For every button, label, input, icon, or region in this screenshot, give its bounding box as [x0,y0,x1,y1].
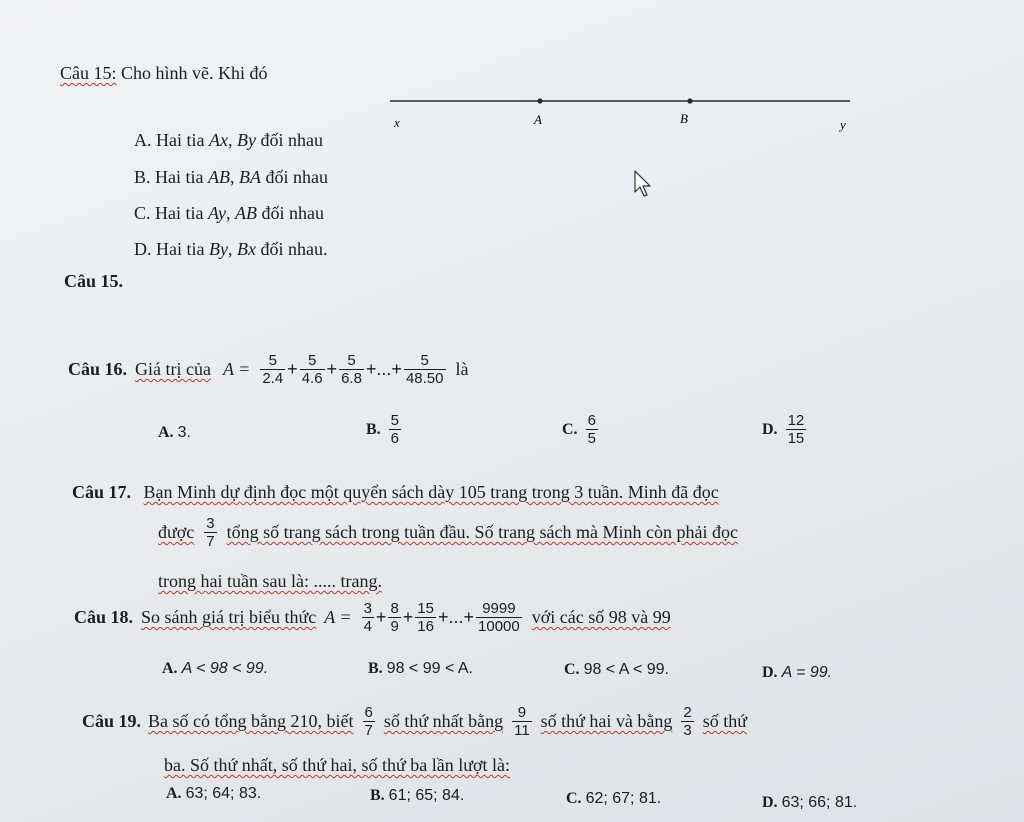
q17-label: Câu 17. [72,482,132,502]
q15-figure [380,88,860,138]
q16-term-2: $\frac{5}{4.6}$ [301,352,323,387]
label-b: B [680,111,688,126]
q19-line-2: ba. Số thứ nhất, số thứ hai, số thứ ba lần lượt là: [164,755,511,775]
q16-option-c[interactable]: C. $\frac{6}{5}$ [562,412,596,447]
q16-option-d[interactable]: D. $\frac{12}{15}$ [762,412,805,447]
q16-label: Câu 16. [68,359,128,379]
q15-label: Câu 15: [60,63,117,83]
q19-line-1: Câu 19. Ba số có tổng bằng 210, biết $\frac{6}{7}$ số thứ nhất bằng $\frac{9}{11}$ số thứ hai và bằng $\frac{2}{3}$ số thứ [82,704,748,739]
label-a: A [534,112,542,127]
q15-option-d[interactable]: D. Hai tia By, Bx đối nhau. [134,239,328,259]
q17-line-1 [72,482,719,503]
q16-text: Giá trị của [135,359,211,379]
q15-title [60,63,268,84]
q18-question [74,600,671,635]
q15-title-text: Cho hình vẽ. Khi đó [121,63,268,83]
q16-term-3: $\frac{5}{6.8}$ [341,352,362,387]
q16-term-last: $\frac{5}{48.50}$ [405,352,444,387]
q19-option-c[interactable]: C. 62; 67; 81. [566,790,662,807]
q19-fraction-2: $\frac{9}{11}$ [514,704,530,739]
q15-option-a[interactable]: A. Hai tia Ax, By đối nhau [134,130,323,150]
q17-line-2: được $\frac{3}{7}$ tổng số trang sách trong tuần đầu. Số trang sách mà Minh còn phải đọc [158,515,739,550]
q18-option-b[interactable]: B. 98 < 99 < A. [368,660,473,677]
q18-suffix: với các số 98 và 99 [531,607,671,627]
q19-option-d[interactable]: D. 63; 66; 81. [762,794,858,811]
label-y: y [840,117,846,132]
q16-question [68,352,469,387]
q18-term-1: $\frac{3}{4}$ [363,600,372,635]
mouse-cursor-icon [634,170,654,198]
q18-option-c[interactable]: C. 98 < A < 99. [564,661,669,678]
q18-option-a[interactable]: A. A < 98 < 99. [162,660,269,677]
q19-fraction-1: $\frac{6}{7}$ [364,704,373,739]
q16-suffix: là [455,359,469,379]
q17-line-3: trong hai tuần sau là: ..... trang. [158,571,382,591]
q19-option-a[interactable]: A. 63; 64; 83. [166,785,262,802]
q15-option-b[interactable]: B. Hai tia AB, BA đối nhau [134,167,328,187]
q19-label: Câu 19. [82,711,142,731]
q16-term-1: $\frac{5}{2.4}$ [262,352,284,387]
q19-fraction-3: $\frac{2}{3}$ [683,704,692,739]
q19-option-b[interactable]: B. 61; 65; 84. [370,787,465,804]
q16-option-a[interactable]: A. 3. [158,424,191,441]
point-a [537,98,542,103]
q18-term-2: $\frac{8}{9}$ [390,600,399,635]
q18-expression: $\frac{3}{4}$ + $\frac{8}{9}$ + $\frac{15}{16}$ +...+ $\frac{9999}{10000}$ [363,600,520,635]
q16-lhs: A = [222,359,251,379]
q17-text-1: Bạn Minh dự định đọc một quyển sách dày 105 trang trong 3 tuần. Minh đã đọc [143,482,719,502]
q15-answer-heading: Câu 15. [64,271,124,291]
q18-term-3: $\frac{15}{16}$ [417,600,434,635]
q16-option-b[interactable]: B. $\frac{5}{6}$ [366,412,400,447]
label-x: x [394,115,400,130]
q18-term-last: $\frac{9999}{10000}$ [478,600,520,635]
q18-option-d[interactable]: D. A = 99. [762,664,833,681]
q18-lhs: A = [324,607,352,627]
q15-option-c[interactable]: C. Hai tia Ay, AB đối nhau [134,203,324,223]
q17-fraction: $\frac{3}{7}$ [206,515,215,550]
q18-label: Câu 18. [74,607,134,627]
point-b [687,98,692,103]
q16-expression: $\frac{5}{2.4}$ + $\frac{5}{4.6}$ + $\frac{5}{6.8}$ +...+ $\frac{5}{48.50}$ [262,352,444,387]
q18-text: So sánh giá trị biểu thức [141,607,317,627]
